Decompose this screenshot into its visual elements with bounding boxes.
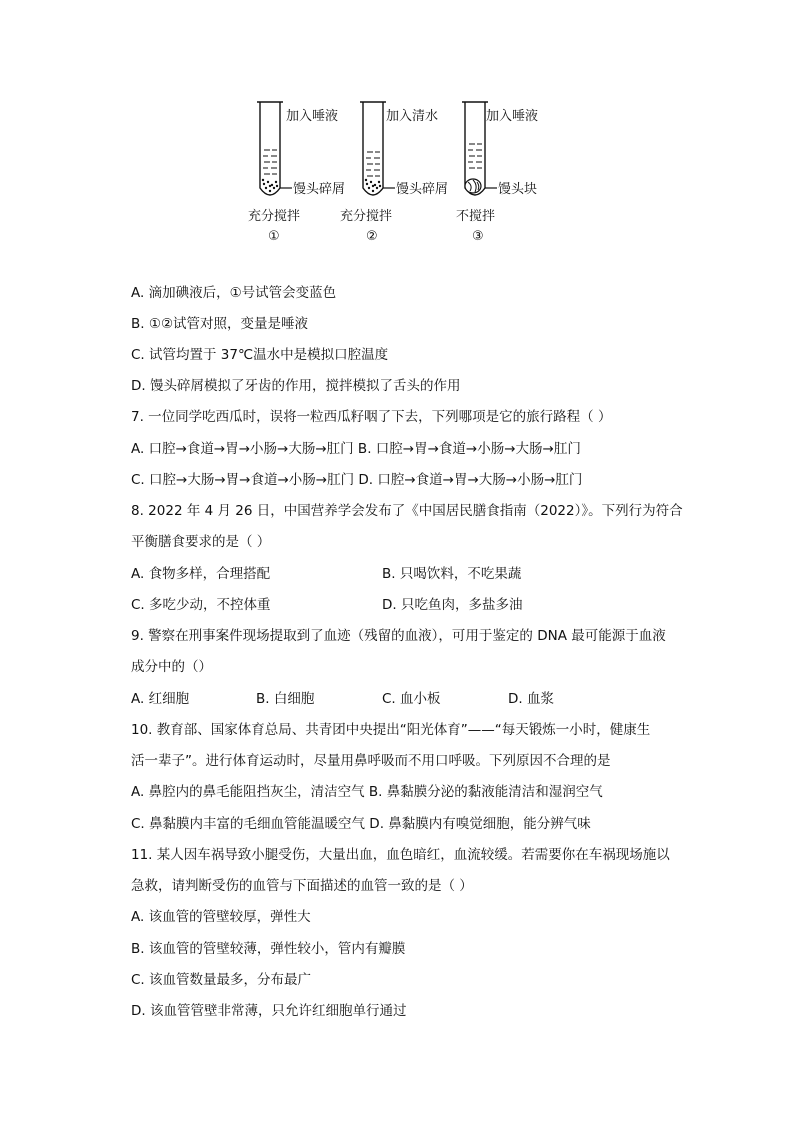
- q9-stem-line2: 成分中的（）: [131, 659, 212, 675]
- bread-chunk-icon: [465, 179, 481, 193]
- q11-option-b: B. 该血管的管壁较薄，弹性较小，管内有瓣膜: [131, 941, 406, 957]
- tube-2-number: ②: [366, 229, 378, 244]
- q6-option-c: C. 试管均置于 37℃温水中是模拟口腔温度: [131, 347, 389, 363]
- tube-2-bottom-label: 充分搅拌: [340, 209, 393, 224]
- tube-3-top-label: 加入唾液: [486, 109, 539, 124]
- q9-option-d: D. 血浆: [508, 691, 554, 707]
- test-tube-figure: [240, 96, 560, 246]
- q11-option-d: D. 该血管管壁非常薄，只允许红细胞单行通过: [131, 1003, 407, 1019]
- tube-1-side-label: 馒头碎屑: [293, 182, 346, 197]
- tube-3: [456, 102, 538, 244]
- tube-2: [340, 102, 448, 244]
- q10-options-cd: C. 鼻黏膜内丰富的毛细血管能温暖空气 D. 鼻黏膜内有嗅觉细胞，能分辨气味: [131, 816, 591, 832]
- q9-stem-line1: 9. 警察在刑事案件现场提取到了血迹（残留的血液），可用于鉴定的 DNA 最可能源于血液: [131, 628, 666, 644]
- q7-options-ab: A. 口腔→食道→胃→小肠→大肠→肛门 B. 口腔→胃→食道→小肠→大肠→肛门: [131, 441, 581, 457]
- q9-option-b: B. 白细胞: [256, 691, 315, 707]
- tube-1-number: ①: [268, 229, 280, 244]
- q8-option-a: A. 食物多样，合理搭配: [131, 566, 271, 582]
- q8-option-b: B. 只喝饮料，不吃果蔬: [382, 566, 522, 582]
- q10-stem-line2: 活一辈子”。进行体育运动时，尽量用鼻呼吸而不用口呼吸。下列原因不合理的是: [131, 753, 611, 769]
- q10-stem-line1: 10. 教育部、国家体育总局、共青团中央提出“阳光体育”——“每天锻炼一小时，健康生: [131, 722, 651, 738]
- q7-options-cd: C. 口腔→大肠→胃→食道→小肠→肛门 D. 口腔→食道→胃→大肠→小肠→肛门: [131, 472, 583, 488]
- tube-3-bottom-label: 不搅拌: [456, 209, 496, 224]
- tube-3-number: ③: [472, 229, 484, 244]
- q10-options-ab: A. 鼻腔内的鼻毛能阻挡灰尘，清洁空气 B. 鼻黏膜分泌的黏液能清洁和湿润空气: [131, 784, 603, 800]
- tube-1: [248, 102, 345, 244]
- q11-option-c: C. 该血管数量最多，分布最广: [131, 972, 312, 988]
- q6-option-a: A. 滴加碘液后，①号试管会变蓝色: [131, 285, 337, 301]
- q8-stem-line1: 8. 2022 年 4 月 26 日，中国营养学会发布了《中国居民膳食指南（2022）》。下列行为符合: [131, 503, 683, 519]
- tube-2-top-label: 加入清水: [386, 109, 439, 124]
- q11-option-a: A. 该血管的管壁较厚，弹性大: [131, 909, 311, 925]
- tube-2-side-label: 馒头碎屑: [396, 182, 449, 197]
- tube-3-side-label: 馒头块: [498, 182, 538, 197]
- q6-option-b: B. ①②试管对照，变量是唾液: [131, 316, 309, 332]
- q6-option-d: D. 馒头碎屑模拟了牙齿的作用，搅拌模拟了舌头的作用: [131, 378, 461, 394]
- q9-option-a: A. 红细胞: [131, 691, 190, 707]
- test-tube-diagram: [240, 96, 560, 246]
- q8-option-c: C. 多吃少动，不控体重: [131, 597, 271, 613]
- q8-option-d: D. 只吃鱼肉，多盐多油: [382, 597, 523, 613]
- tube-1-top-label: 加入唾液: [286, 109, 339, 124]
- q8-stem-line2: 平衡膳食要求的是（ ）: [131, 534, 271, 550]
- q9-option-c: C. 血小板: [382, 691, 441, 707]
- q11-stem-line1: 11. 某人因车祸导致小腿受伤，大量出血，血色暗红，血流较缓。若需要你在车祸现场施以: [131, 847, 670, 863]
- q7-stem: 7. 一位同学吃西瓜时，误将一粒西瓜籽咽了下去，下列哪项是它的旅行路程（ ）: [131, 409, 612, 425]
- q11-stem-line2: 急救，请判断受伤的血管与下面描述的血管一致的是（ ）: [131, 878, 473, 894]
- tube-1-bottom-label: 充分搅拌: [248, 209, 301, 224]
